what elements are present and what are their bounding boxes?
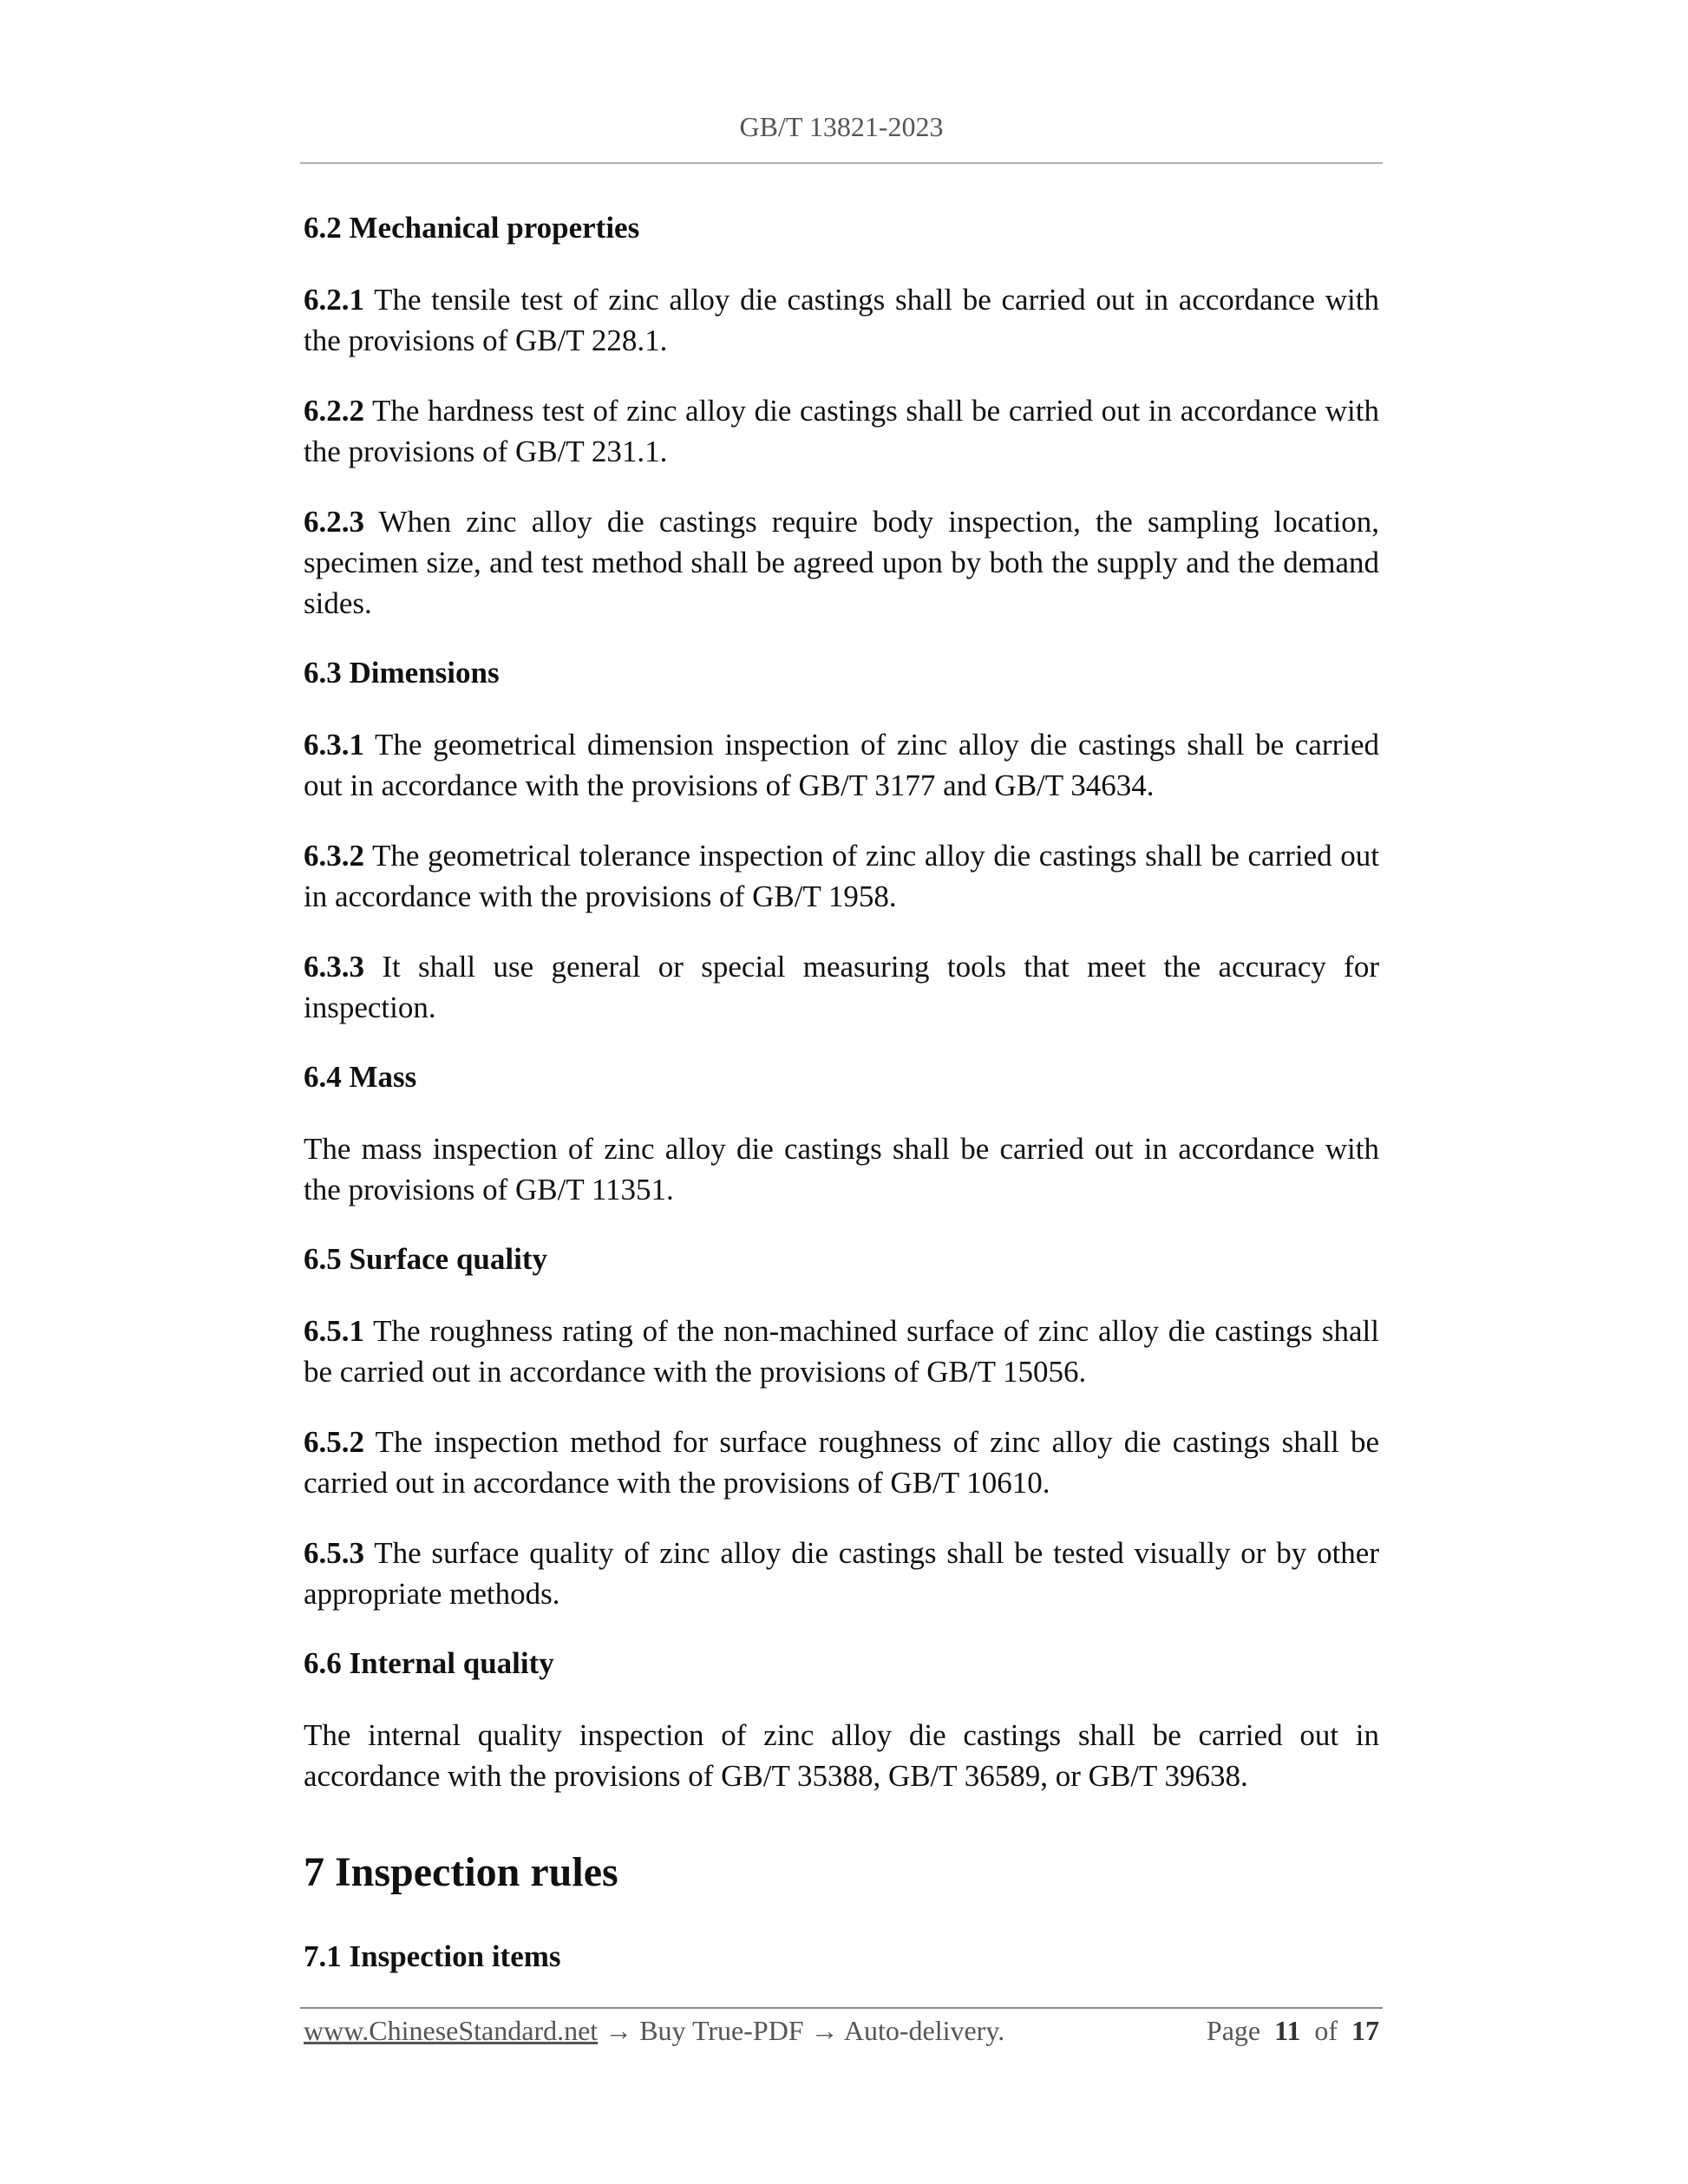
clause-text: The geometrical tolerance inspection of zinc alloy die castings shall be carried out in accordance with the provisions of GB/T 1958.: [304, 839, 1379, 913]
clause-text: The tensile test of zinc alloy die castings shall be carried out in accordance with the provisions of GB/T 228.1.: [304, 283, 1379, 357]
clause-paragraph: [304, 946, 1379, 1028]
clause-text: The surface quality of zinc alloy die castings shall be tested visually or by other appropriate methods.: [304, 1536, 1379, 1611]
website-link[interactable]: www.ChineseStandard.net: [304, 2015, 599, 2046]
footer-promo: [304, 2012, 1004, 2049]
clause-paragraph: [304, 1422, 1379, 1503]
chapter-heading: 7 Inspection rules: [304, 1849, 618, 1895]
of-label: of: [1314, 2015, 1338, 2046]
clause-paragraph: [304, 835, 1379, 917]
clause-number: 6.3.1: [304, 728, 364, 762]
section-heading: 6.3 Dimensions: [304, 656, 500, 690]
body-paragraph: The internal quality inspection of zinc alloy die castings shall be carried out in accordance with the provisions of GB/T 35388, GB/T 36589, or GB/T 39638.: [304, 1718, 1379, 1793]
section-heading: 6.5 Surface quality: [304, 1242, 547, 1276]
footer-divider: [300, 2007, 1383, 2009]
page-total: 17: [1351, 2015, 1379, 2046]
clause-number: 6.5.1: [304, 1314, 364, 1348]
clause-number: 6.5.2: [304, 1425, 364, 1459]
clause-paragraph: [304, 501, 1379, 624]
clause-number: 6.5.3: [304, 1536, 364, 1570]
footer-tagline: → Buy True-PDF → Auto-delivery.: [598, 2015, 1005, 2046]
section-heading: 6.4 Mass: [304, 1060, 417, 1094]
clause-number: 6.3.3: [304, 950, 364, 984]
clause-paragraph: [304, 279, 1379, 361]
header-divider: [300, 162, 1383, 164]
clause-paragraph: [304, 1311, 1379, 1392]
clause-text: The hardness test of zinc alloy die castings shall be carried out in accordance with the provisions of GB/T 231.1.: [304, 394, 1379, 468]
section-heading: 6.2 Mechanical properties: [304, 211, 640, 245]
page-current: 11: [1274, 2015, 1301, 2046]
clause-text: When zinc alloy die castings require body inspection, the sampling location, specimen size, and test method shall be agreed upon by both the supply and the demand sides.: [304, 505, 1379, 620]
clause-text: The geometrical dimension inspection of zinc alloy die castings shall be carried out in accordance with the provisions of GB/T 3177 and GB/T 34634.: [304, 728, 1379, 802]
section-heading: 7.1 Inspection items: [304, 1939, 561, 1973]
page-label: Page: [1206, 2015, 1261, 2046]
clause-text: The inspection method for surface roughness of zinc alloy die castings shall be carried out in accordance with the provisions of GB/T 10610.: [304, 1425, 1379, 1500]
document-body: [304, 208, 1379, 2008]
clause-paragraph: [304, 390, 1379, 472]
document-header: GB/T 13821-2023: [739, 111, 944, 142]
body-paragraph: The mass inspection of zinc alloy die castings shall be carried out in accordance with the provisions of GB/T 11351.: [304, 1132, 1379, 1206]
clause-number: 6.2.1: [304, 283, 364, 317]
clause-number: 6.2.2: [304, 394, 364, 428]
clause-number: 6.2.3: [304, 505, 364, 539]
page-indicator: [1207, 2012, 1379, 2049]
clause-number: 6.3.2: [304, 839, 364, 873]
clause-text: The roughness rating of the non-machined surface of zinc alloy die castings shall be carried out in accordance with the provisions of GB/T 15056.: [304, 1314, 1379, 1389]
section-heading: 6.6 Internal quality: [304, 1646, 554, 1680]
clause-paragraph: [304, 724, 1379, 806]
clause-text: It shall use general or special measuring tools that meet the accuracy for inspection.: [304, 950, 1379, 1024]
clause-paragraph: [304, 1533, 1379, 1614]
